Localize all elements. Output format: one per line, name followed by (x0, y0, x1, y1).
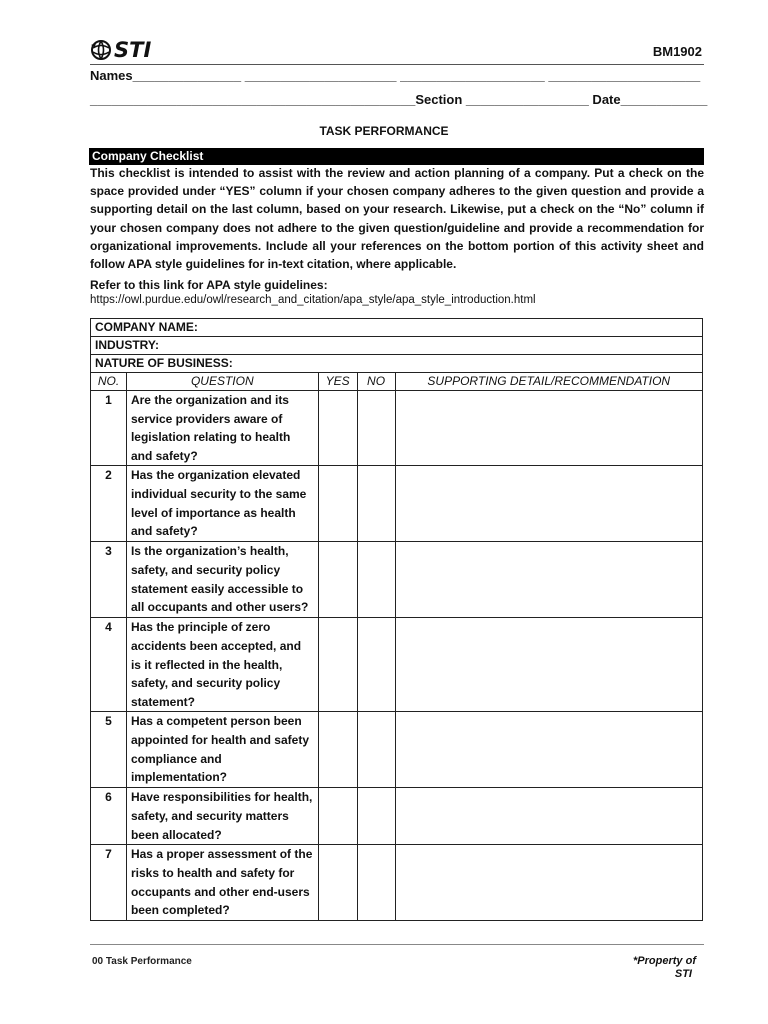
refer-label: Refer to this link for APA style guidelines: (90, 278, 328, 292)
table-row (91, 391, 703, 466)
footer-left-text: 00 Task Performance (92, 956, 192, 967)
column-header-no: NO. (91, 373, 127, 391)
yes-cell[interactable] (318, 466, 357, 542)
apa-link[interactable]: https://owl.purdue.edu/owl/research_and_citation/apa_style/apa_style_introduction.html (90, 294, 536, 306)
nature-of-business-field[interactable]: NATURE OF BUSINESS: (91, 355, 703, 373)
no-cell[interactable] (357, 618, 395, 712)
globe-icon (90, 39, 112, 61)
column-header-question: QUESTION (126, 373, 318, 391)
yes-cell[interactable] (318, 845, 357, 920)
question-text: Has the principle of zero accidents been accepted, and is it reflected in the health, safety, and security policy statement? (126, 618, 318, 712)
intro-paragraph: This checklist is intended to assist with the review and action planning of a company. Put a check on the space provided under “YES” column if your chosen company adheres to the given question and provide a supporting detail on the last column, based on your research. Likewise, put a check on the “No” column if your chosen company does not adhere to the given question/guideline and provide a recommendation for organizational improvements. Include all your references on the bottom portion of this activity sheet and follow APA style guidelines for in-text citation, where applicable. (90, 166, 704, 272)
table-row (91, 712, 703, 788)
yes-cell[interactable] (318, 618, 357, 712)
detail-cell[interactable] (395, 788, 702, 845)
table-row (91, 542, 703, 618)
column-header-detail: SUPPORTING DETAIL/RECOMMENDATION (395, 373, 702, 391)
company-checklist-table (90, 318, 703, 921)
no-cell[interactable] (357, 845, 395, 920)
section-header-bar: Company Checklist (89, 148, 704, 165)
table-row (91, 618, 703, 712)
row-number: 6 (91, 788, 127, 845)
logo-text: STI (114, 38, 152, 62)
no-cell[interactable] (357, 788, 395, 845)
detail-cell[interactable] (395, 391, 702, 466)
row-number: 3 (91, 542, 127, 618)
page-title: TASK PERFORMANCE (319, 124, 449, 138)
no-cell[interactable] (357, 542, 395, 618)
question-text: Has a competent person been appointed for health and safety compliance and implementation? (126, 712, 318, 788)
table-row (91, 466, 703, 542)
row-number: 4 (91, 618, 127, 712)
no-cell[interactable] (357, 712, 395, 788)
document-code: BM1902 (652, 44, 702, 59)
yes-cell[interactable] (318, 712, 357, 788)
column-header-no-answer: NO (357, 373, 395, 391)
question-text: Has the organization elevated individual security to the same level of importance as health and safety? (126, 466, 318, 542)
row-number: 7 (91, 845, 127, 920)
company-name-field[interactable]: COMPANY NAME: (91, 319, 703, 337)
row-number: 2 (91, 466, 127, 542)
header-divider (90, 64, 704, 65)
row-number: 5 (91, 712, 127, 788)
table-row (91, 845, 703, 920)
yes-cell[interactable] (318, 542, 357, 618)
names-field[interactable]: Names_______________ _____________________ ____________________ _____________________ (90, 68, 701, 83)
footer-divider (90, 944, 704, 945)
question-text: Is the organization’s health, safety, and security policy statement easily accessible to all occupants and other users? (126, 542, 318, 618)
column-header-yes: YES (318, 373, 357, 391)
table-row (91, 788, 703, 845)
no-cell[interactable] (357, 466, 395, 542)
detail-cell[interactable] (395, 618, 702, 712)
row-number: 1 (91, 391, 127, 466)
question-text: Has a proper assessment of the risks to health and safety for occupants and other end-users been completed? (126, 845, 318, 920)
question-text: Have responsibilities for health, safety, and security matters been allocated? (126, 788, 318, 845)
section-date-field[interactable]: _____________________________________________Section _________________ Date____________ (90, 92, 708, 107)
yes-cell[interactable] (318, 788, 357, 845)
industry-field[interactable]: INDUSTRY: (91, 337, 703, 355)
footer-property-text: *Property of (633, 955, 696, 967)
detail-cell[interactable] (395, 542, 702, 618)
detail-cell[interactable] (395, 712, 702, 788)
no-cell[interactable] (357, 391, 395, 466)
detail-cell[interactable] (395, 466, 702, 542)
detail-cell[interactable] (395, 845, 702, 920)
footer-property-owner: STI (674, 968, 692, 980)
sti-logo (90, 38, 151, 62)
question-text: Are the organization and its service providers aware of legislation relating to health and safety? (126, 391, 318, 466)
yes-cell[interactable] (318, 391, 357, 466)
